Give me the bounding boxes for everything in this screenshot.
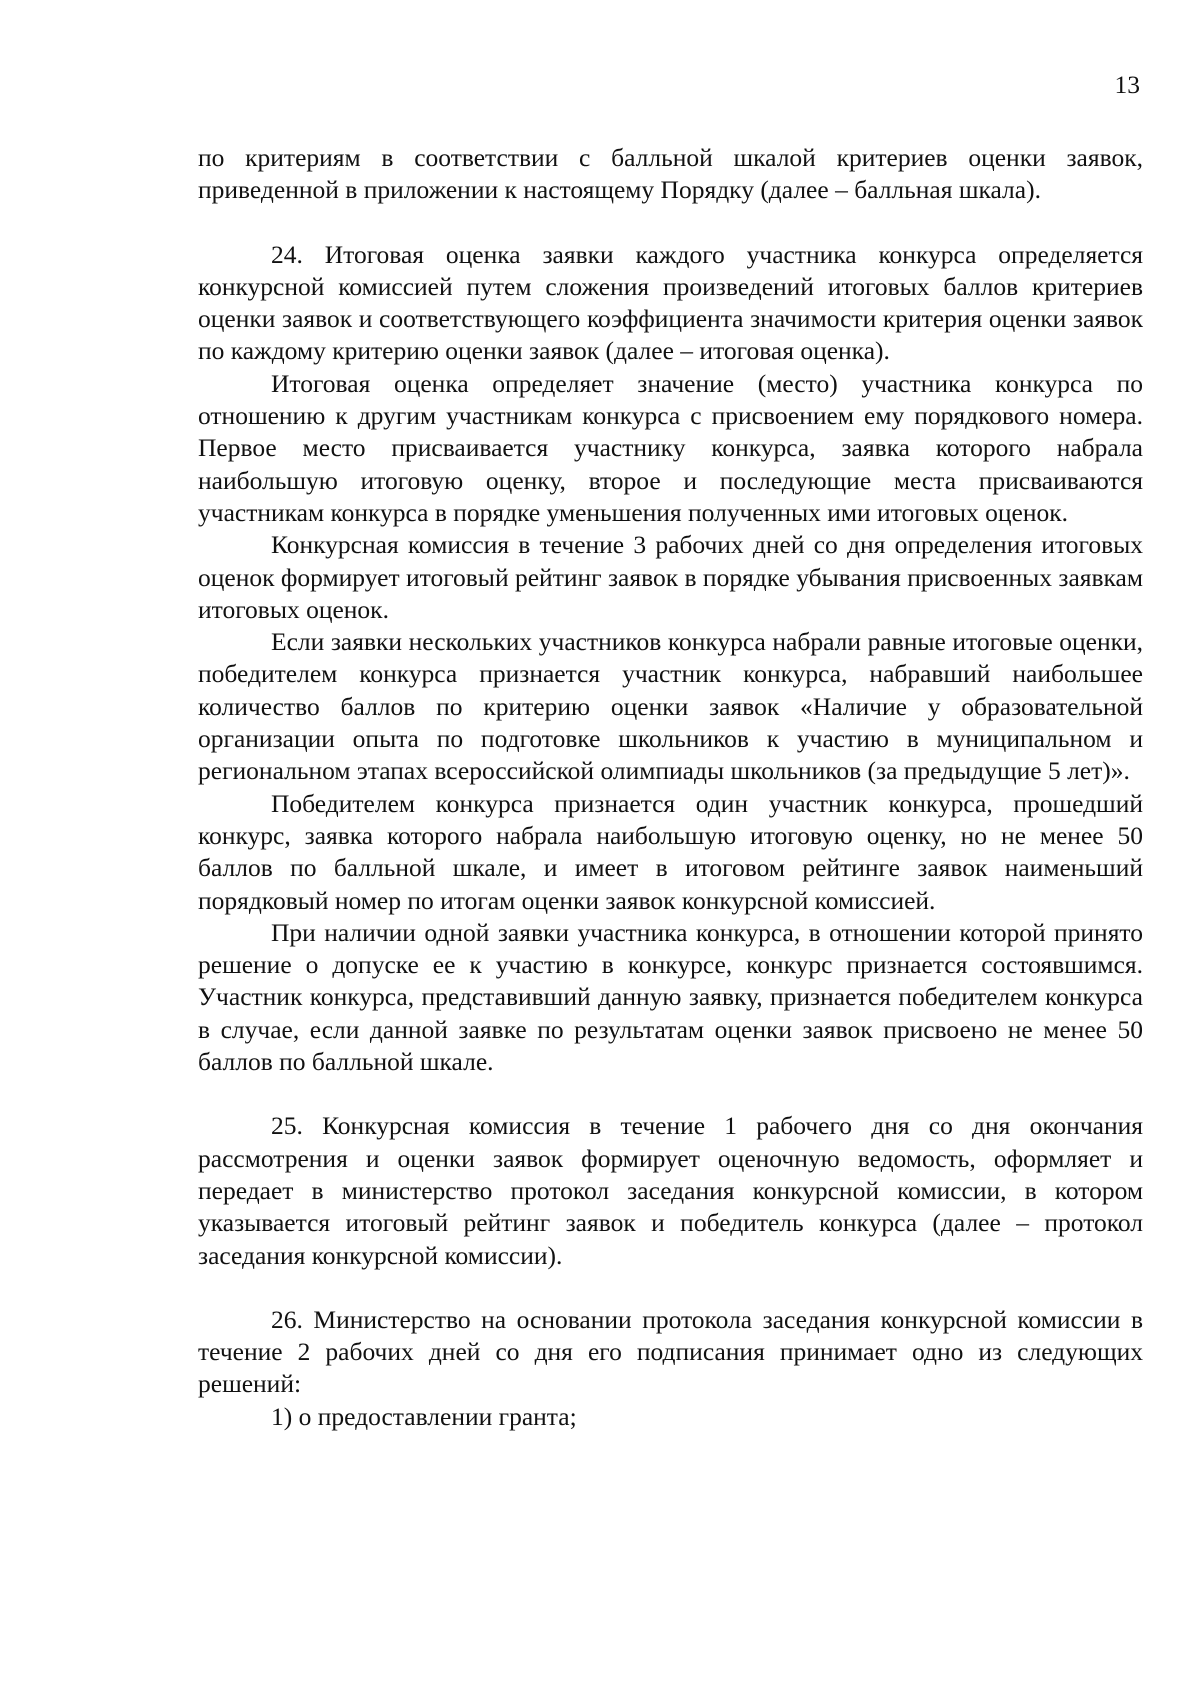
paragraph-rating-formation: Конкурсная комиссия в течение 3 рабочих дней со дня определения итоговых оценок формирует итоговый рейтинг заявок в порядке убывания присвоенных заявкам итоговых оценок. [198, 530, 1143, 624]
document-body [198, 142, 1143, 1433]
paragraph-item-24: 24. Итоговая оценка заявки каждого участника конкурса определяется конкурсной комиссией путем сложения произведений итоговых баллов критериев оценки заявок и соответствующего коэффициента значимости критерия оценки заявок по каждому критерию оценки заявок (далее – итоговая оценка). [198, 239, 1143, 366]
paragraph-item-26: 26. Министерство на основании протокола заседания конкурсной комиссии в течение 2 рабочих дней со дня его подписания принимает одно из следующих решений: [198, 1304, 1143, 1399]
paragraph-final-score-rank: Итоговая оценка определяет значение (место) участника конкурса по отношению к другим участникам конкурса с присвоением ему порядкового номера. Первое место присваивается участнику конкурса, заявка которого набрала наибольшую итоговую оценку, второе и последующие места присваиваются участникам конкурса в порядке уменьшения полученных ими итоговых оценок. [198, 368, 1143, 527]
page-number: 13 [1114, 70, 1140, 99]
paragraph-single-application: При наличии одной заявки участника конкурса, в отношении которой принято решение о допуске ее к участию в конкурсе, конкурс признается состоявшимся. Участник конкурса, представивший данную заявку, признается победителем конкурса в случае, если данной заявке по результатам оценки заявок присвоено не менее 50 баллов по балльной шкале. [198, 917, 1143, 1077]
paragraph-item-25: 25. Конкурсная комиссия в течение 1 рабочего дня со дня окончания рассмотрения и оценки заявок формирует оценочную ведомость, оформляет и передает в министерство протокол заседания конкурсной комиссии, в котором указывается итоговый рейтинг заявок и победитель конкурса (далее – протокол заседания конкурсной комиссии). [198, 1111, 1143, 1270]
list-item-grant-provision: 1) о предоставлении гранта; [271, 1401, 577, 1431]
paragraph-winner-definition: Победителем конкурса признается один участник конкурса, прошедший конкурс, заявка которого набрала наибольшую итоговую оценку, но не менее 50 баллов по балльной шкале, и имеет в итоговом рейтинге заявок наименьший порядковый номер по итогам оценки заявок конкурсной комиссией. [198, 788, 1143, 915]
paragraph-equal-scores: Если заявки нескольких участников конкурса набрали равные итоговые оценки, победителем конкурса признается участник конкурса, набравший наибольшее количество баллов по критерию оценки заявок «Наличие у образовательной организации опыта по подготовке школьников к участию в муниципальном и региональном этапах всероссийской олимпиады школьников (за предыдущие 5 лет)». [198, 627, 1143, 786]
paragraph-continuation: по критериям в соответствии с балльной шкалой критериев оценки заявок, приведенной в приложении к настоящему Порядку (далее – балльная шкала). [198, 143, 1143, 205]
